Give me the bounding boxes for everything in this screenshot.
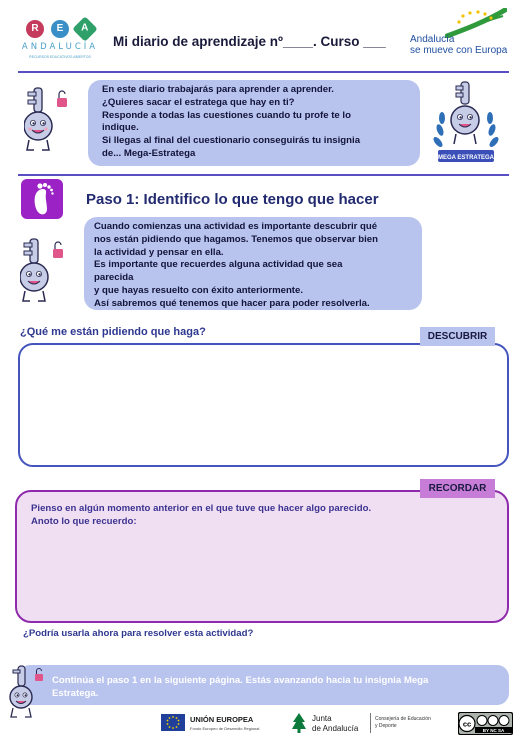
rea-letter-r: R (26, 20, 44, 38)
mega-estratega-badge-icon (430, 80, 502, 172)
rea-word: ANDALUCÍA (21, 42, 99, 52)
step-line: y que hayas resuelto con éxito anteriormente. (94, 284, 303, 296)
consejeria-text (375, 716, 431, 729)
andalucia-line-2: se mueve con Europa (410, 45, 508, 56)
recordar-line: Anoto lo que recuerdo: (31, 516, 137, 527)
rea-letter-e: E (51, 20, 69, 38)
step-divider (18, 174, 509, 176)
descubrir-answer-box[interactable] (18, 343, 509, 467)
junta-line-2: de Andalucía (312, 724, 359, 733)
key-mascot-icon (20, 237, 76, 307)
cc-license-badge (458, 712, 513, 735)
badge-label: MEGA ESTRATEGA (437, 155, 495, 161)
eu-stars-icon (161, 714, 185, 731)
junta-andalucia-logo-icon (290, 712, 308, 734)
junta-line-1: Junta (312, 714, 332, 723)
rea-letter-a-diamond (72, 16, 97, 41)
step-line: la actividad y pensar en ella. (94, 246, 224, 258)
step-line: Es importante que recuerdes alguna actividad que sea (94, 259, 343, 271)
recordar-answer-box[interactable] (15, 490, 509, 623)
continue-banner (18, 665, 509, 705)
step-bubble (84, 217, 422, 310)
rea-andalucia-logo (20, 14, 100, 66)
cc-license-text: BY NC SA (482, 728, 505, 733)
rea-letter-a: A (81, 22, 89, 34)
andalucia-europa-text (410, 34, 507, 56)
footprint-icon (21, 179, 63, 219)
header-divider (18, 71, 509, 73)
step-line: parecida (94, 272, 134, 284)
consejeria-line-1: Consejería de Educación (375, 716, 431, 722)
continue-line: Estratega. (52, 688, 99, 699)
andalucia-line-1: Andalucía (410, 34, 455, 45)
continue-line: Continúa el paso 1 en la siguiente página. Estás avanzando hacia tu insignia Mega (52, 675, 429, 686)
eu-flag-icon (161, 714, 185, 731)
step-title: Paso 1: Identifico lo que tengo que hacer (86, 191, 379, 208)
eu-title: UNIÓN EUROPEA (190, 715, 254, 724)
junta-divider (370, 713, 371, 733)
page-title: Mi diario de aprendizaje nº____. Curso ___ (113, 34, 386, 49)
recordar-line: Pienso en algún momento anterior en el que tuve que hacer algo parecido. (31, 503, 372, 514)
rea-tagline: RECURSOS EDUCATIVOS ABIERTOS (29, 55, 91, 59)
intro-line: Si llegas al final del cuestionario conseguirás tu insignia (102, 135, 361, 147)
recordar-tag: RECORDAR (420, 479, 495, 498)
key-mascot-icon (8, 664, 52, 722)
intro-line: indique. (102, 122, 139, 134)
key-mascot-icon (24, 86, 80, 156)
intro-line: de... Mega-Estratega (102, 147, 196, 159)
descubrir-question: ¿Qué me están pidiendo que haga? (20, 326, 206, 338)
step-line: nos están pidiendo que hagamos. Tenemos que observar bien (94, 233, 378, 245)
footprint-box (21, 179, 63, 219)
intro-bubble (88, 80, 420, 166)
intro-line: ¿Quieres sacar el estratega que hay en ti? (102, 96, 295, 108)
intro-line: Responde a todas las cuestiones cuando tu profe te lo (102, 109, 351, 121)
step-line: Así sabremos qué tenemos que hacer para poder resolverla. (94, 297, 370, 309)
cc-license-icon (458, 712, 513, 735)
descubrir-tag: DESCUBRIR (420, 327, 495, 346)
consejeria-line-2: y Deporte (375, 722, 397, 729)
recordar-question: ¿Podría usarla ahora para resolver esta actividad? (23, 628, 254, 639)
step-line: Cuando comienzas una actividad es importante descubrir qué (94, 221, 378, 232)
eu-subtitle: Fondo Europeo de Desarrollo Regional (190, 726, 260, 731)
svg-text:cc: cc (462, 719, 472, 729)
intro-line: En este diario trabajarás para aprender a aprender. (102, 84, 334, 95)
